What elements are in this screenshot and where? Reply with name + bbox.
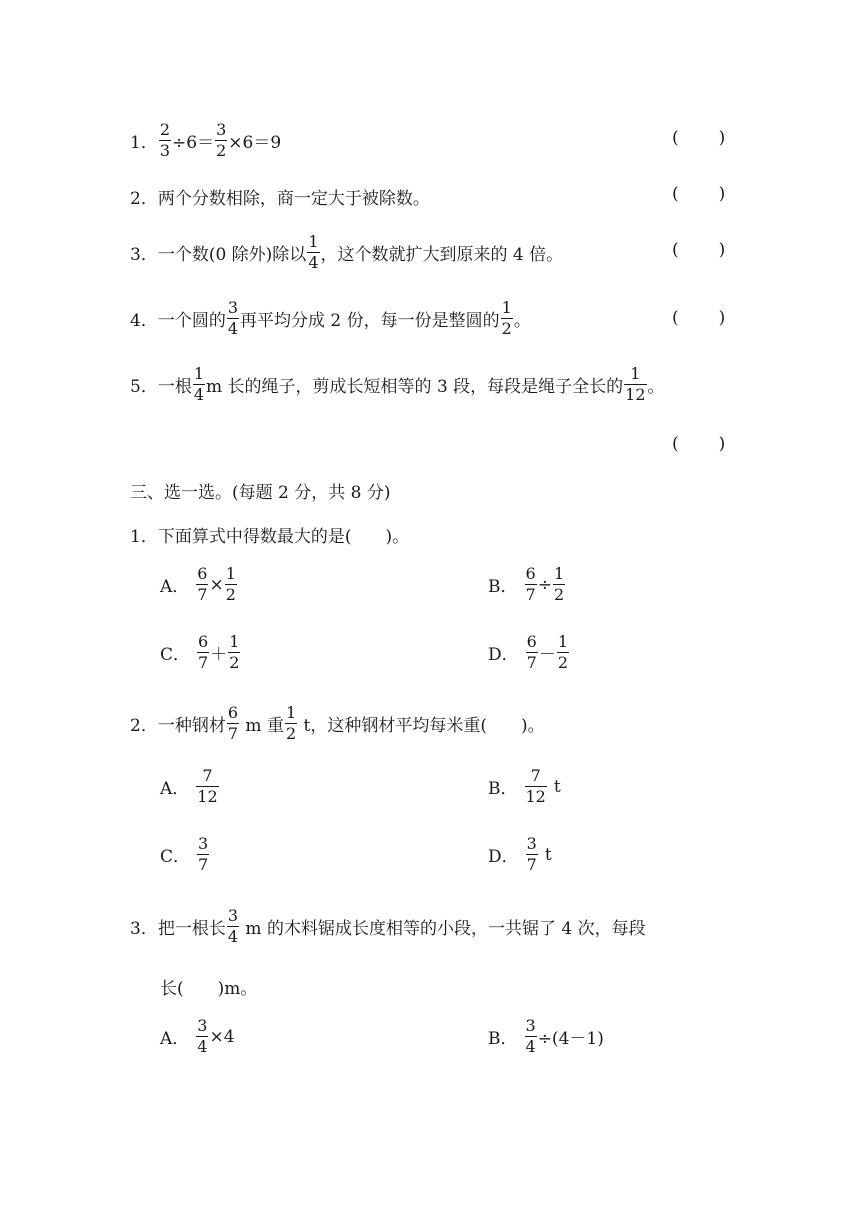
- paren-close: ): [718, 128, 726, 148]
- numerator: 3: [197, 1016, 208, 1035]
- question-stem: 长( )m。: [160, 979, 258, 999]
- choice-question-3: [130, 903, 646, 949]
- numerator: 1: [285, 702, 297, 722]
- choice-question-2: [130, 700, 545, 746]
- numerator: 6: [227, 702, 239, 722]
- denominator: 2: [501, 318, 512, 338]
- denominator: 3: [159, 140, 171, 160]
- option-a[interactable]: [160, 1018, 235, 1055]
- denominator: 4: [308, 252, 319, 272]
- fraction: [525, 768, 547, 805]
- fraction: [553, 566, 565, 603]
- option-label: B．: [488, 779, 518, 799]
- paren-open: (: [672, 434, 679, 454]
- item-number: 1．: [130, 132, 158, 153]
- fraction: [228, 634, 240, 671]
- denominator: 4: [197, 1037, 208, 1056]
- unit: t: [544, 844, 552, 865]
- option-label: C．: [160, 645, 191, 665]
- answer-parens-1[interactable]: [672, 128, 725, 148]
- fraction: [307, 231, 319, 272]
- fraction: [227, 905, 239, 946]
- denominator: 2: [225, 585, 236, 604]
- option-label: A．: [160, 577, 190, 597]
- paren-open: (: [672, 184, 679, 204]
- numerator: 6: [197, 564, 208, 583]
- numerator: 1: [229, 632, 240, 651]
- option-d[interactable]: [488, 634, 570, 671]
- paren-close: ): [718, 434, 726, 454]
- item-text: 一个圆的: [157, 310, 226, 331]
- fraction: [525, 566, 537, 603]
- answer-parens-5[interactable]: [672, 434, 725, 454]
- option-label: A．: [160, 779, 190, 799]
- denominator: 7: [198, 855, 209, 874]
- fraction: [285, 702, 297, 743]
- denominator: 4: [193, 384, 205, 404]
- question-stem: t，这种钢材平均每米重( )。: [298, 715, 545, 736]
- numerator: 1: [501, 297, 512, 317]
- option-label: D．: [488, 645, 519, 665]
- denominator: 2: [553, 585, 565, 604]
- fraction: [159, 119, 171, 160]
- denominator: 2: [229, 653, 240, 672]
- option-c[interactable]: [160, 634, 241, 671]
- option-label: B．: [488, 1029, 518, 1049]
- numerator: 1: [193, 363, 205, 383]
- paren-open: (: [672, 308, 679, 328]
- answer-parens-2[interactable]: [672, 184, 725, 204]
- fraction: [227, 297, 239, 338]
- option-a[interactable]: [160, 768, 220, 805]
- numerator: 7: [202, 766, 213, 785]
- fraction: [196, 768, 218, 805]
- denominator: 2: [285, 723, 297, 743]
- option-d[interactable]: [488, 836, 552, 873]
- fraction: [225, 566, 237, 603]
- denominator: 7: [227, 723, 239, 743]
- choice-question-1: [130, 522, 409, 547]
- numerator: 2: [159, 119, 171, 139]
- fraction: [196, 566, 208, 603]
- denominator: 12: [525, 787, 546, 806]
- question-stem: m 的木料锯成长度相等的小段，一共锯了 4 次，每段: [240, 918, 646, 939]
- section-title: [130, 478, 391, 503]
- numerator: 6: [526, 632, 537, 651]
- denominator: 7: [197, 585, 208, 604]
- fraction: [525, 1018, 537, 1055]
- numerator: 3: [526, 834, 537, 853]
- item-number: 5．: [130, 376, 158, 397]
- item-number: 2．: [130, 715, 158, 736]
- numerator: 3: [227, 297, 239, 317]
- item-text: m 长的绳子，剪成长短相等的 3 段，每段是绳子全长的: [206, 376, 624, 397]
- option-label: A．: [160, 1029, 190, 1049]
- paren-close: ): [718, 240, 726, 260]
- numerator: 3: [227, 905, 239, 925]
- fraction: [624, 363, 646, 404]
- fraction: [526, 634, 538, 671]
- numerator: 1: [630, 363, 641, 383]
- judge-item-3: [130, 230, 563, 274]
- expression-text: ÷6＝: [172, 132, 215, 153]
- numerator: 3: [525, 1016, 536, 1035]
- unit: t: [553, 776, 561, 797]
- option-label: C．: [160, 847, 191, 867]
- answer-parens-4[interactable]: [672, 308, 725, 328]
- numerator: 1: [225, 564, 236, 583]
- item-text: 。: [647, 376, 665, 397]
- denominator: 7: [198, 653, 209, 672]
- option-b[interactable]: [488, 768, 561, 805]
- option-b[interactable]: [488, 1018, 604, 1055]
- denominator: 2: [216, 140, 227, 160]
- expression-text: ×4: [209, 1026, 235, 1047]
- operator: －: [538, 645, 556, 665]
- paren-open: (: [672, 128, 679, 148]
- paren-close: ): [718, 184, 726, 204]
- choice-question-3-line2: [160, 974, 257, 999]
- item-text: 两个分数相除，商一定大于被除数。: [157, 189, 430, 209]
- paren-close: ): [718, 308, 726, 328]
- item-text: 一根: [157, 376, 192, 397]
- numerator: 3: [216, 119, 227, 139]
- expression-text: ×6＝9: [228, 132, 282, 153]
- numerator: 1: [308, 231, 319, 251]
- item-text: 一个数(0 除外)除以: [157, 244, 307, 265]
- numerator: 6: [525, 564, 536, 583]
- option-label: D．: [488, 847, 519, 867]
- question-stem: m 重: [240, 715, 284, 736]
- denominator: 4: [227, 926, 239, 946]
- numerator: 3: [198, 834, 209, 853]
- numerator: 6: [198, 632, 209, 651]
- denominator: 4: [227, 318, 239, 338]
- judge-item-4: [130, 296, 531, 340]
- denominator: 7: [525, 585, 536, 604]
- fraction: [197, 836, 209, 873]
- denominator: 2: [557, 653, 569, 672]
- numerator: 1: [553, 564, 565, 583]
- paren-open: (: [672, 240, 679, 260]
- judge-item-5: [130, 362, 665, 406]
- option-c[interactable]: [160, 836, 210, 873]
- fraction: [227, 702, 239, 743]
- judge-item-2: [130, 184, 430, 209]
- denominator: 7: [526, 653, 537, 672]
- operator: ÷: [537, 574, 552, 595]
- question-stem: 1．下面算式中得数最大的是( )。: [130, 527, 410, 547]
- denominator: 12: [197, 787, 218, 806]
- item-number: 4．: [130, 310, 158, 331]
- item-text: 。: [513, 310, 531, 331]
- fraction: [526, 836, 538, 873]
- answer-parens-3[interactable]: [672, 240, 725, 260]
- option-b[interactable]: [488, 566, 566, 603]
- option-a[interactable]: [160, 566, 238, 603]
- fraction: [557, 634, 569, 671]
- fraction: [197, 634, 209, 671]
- item-number: 2．: [130, 189, 158, 209]
- denominator: 12: [625, 384, 646, 404]
- fraction: [193, 363, 205, 404]
- fraction: [501, 297, 513, 338]
- denominator: 4: [525, 1037, 536, 1056]
- denominator: 7: [526, 855, 537, 874]
- fraction: [215, 119, 227, 160]
- numerator: 1: [557, 632, 569, 651]
- question-stem: 一种钢材: [157, 715, 226, 736]
- fraction: [196, 1018, 208, 1055]
- numerator: 7: [530, 766, 541, 785]
- operator: ×: [209, 574, 224, 595]
- option-label: B．: [488, 577, 518, 597]
- item-number: 3．: [130, 244, 158, 265]
- item-number: 3．: [130, 918, 158, 939]
- expression-text: ÷(4－1): [537, 1029, 604, 1049]
- item-text: ，这个数就扩大到原来的 4 倍。: [320, 244, 564, 265]
- section-title-text: 三、选一选。(每题 2 分，共 8 分): [130, 483, 391, 503]
- judge-item-1: [130, 118, 281, 162]
- item-text: 再平均分成 2 份，每一份是整圆的: [240, 310, 500, 331]
- question-stem: 把一根长: [157, 918, 226, 939]
- operator: ＋: [210, 645, 228, 665]
